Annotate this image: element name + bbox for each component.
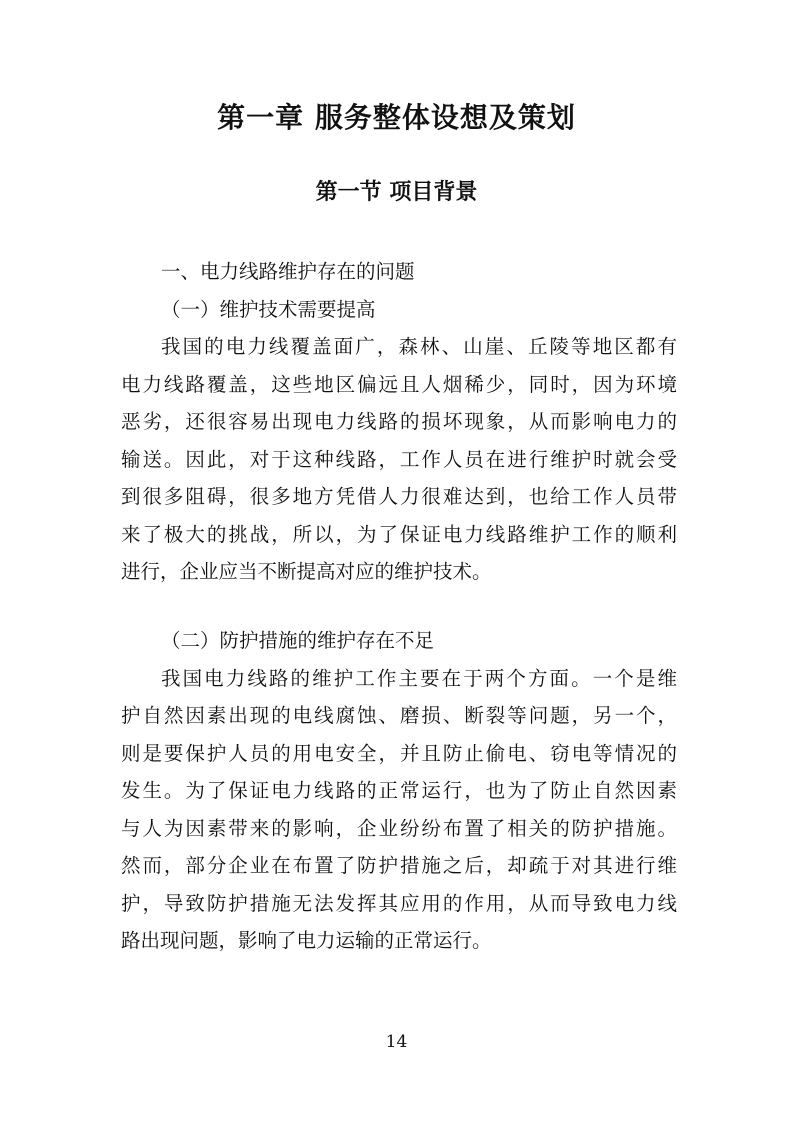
paragraph-line: 到很多阻碍，很多地方凭借人力很难达到，也给工作人员带 [121, 485, 677, 508]
paragraph-line: 恶劣，还很容易出现电力线路的损坏现象，从而影响电力的 [121, 410, 677, 433]
section-title: 第一节 项目背景 [315, 179, 478, 205]
paragraph-line: 护自然因素出现的电线腐蚀、磨损、断裂等问题，另一个， [121, 704, 677, 727]
paragraph-line: 我国的电力线覆盖面广，森林、山崖、丘陵等地区都有 [161, 335, 677, 358]
protection-block [121, 622, 677, 960]
paragraph-line: 来了极大的挑战，所以，为了保证电力线路维护工作的顺利 [121, 522, 677, 546]
paragraph-line: 发生。为了保证电力线路的正常运行，也为了防止自然因素 [121, 779, 677, 802]
paragraph-line: 我国电力线路的维护工作主要在于两个方面。一个是维 [161, 666, 677, 690]
page-number: 14 [385, 1032, 408, 1052]
paragraph-line: 然而，部分企业在布置了防护措施之后，却疏于对其进行维 [121, 854, 677, 877]
subheading-technology: （一）维护技术需要提高 [161, 297, 376, 321]
paragraph-line: 电力线路覆盖，这些地区偏远且人烟稀少，同时，因为环境 [121, 372, 677, 396]
paragraph-line: 输送。因此，对于这种线路，工作人员在进行维护时就会受 [121, 447, 677, 471]
paragraph-line: 进行，企业应当不断提高对应的维护技术。 [121, 560, 492, 583]
paragraph-line: 与人为因素带来的影响，企业纷纷布置了相关的防护措施。 [121, 816, 677, 840]
paragraph-line: 则是要保护人员的用电安全，并且防止偷电、窃电等情况的 [121, 741, 677, 765]
subheading-protection: （二）防护措施的维护存在不足 [161, 629, 435, 652]
paragraph-line: 路出现问题，影响了电力运输的正常运行。 [121, 929, 492, 952]
chapter-title: 第一章 服务整体设想及策划 [217, 101, 576, 134]
paragraph-line: 护，导致防护措施无法发挥其应用的作用，从而导致电力线 [121, 891, 677, 915]
heading-problems: 一、电力线路维护存在的问题 [161, 260, 415, 283]
problems-block [121, 253, 677, 591]
